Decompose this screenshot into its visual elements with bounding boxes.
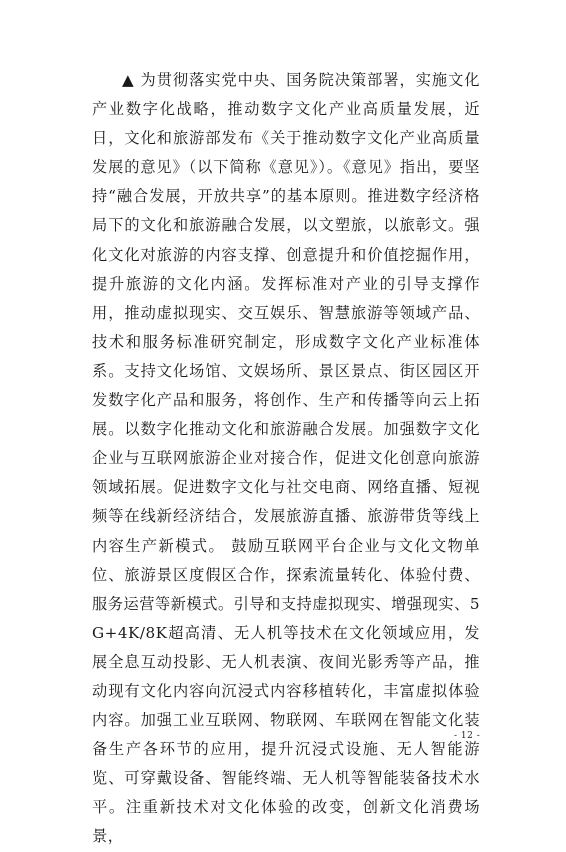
- page-number: - 12 -: [454, 731, 481, 741]
- body-paragraph: ▲ 为贯彻落实党中央、国务院决策部署，实施文化产业数字化战略，推动数字文化产业高质量发展，近日，文化和旅游部发布《关于推动数字文化产业高质量发展的意见》（以下简称《意见》）。《意见》指出，要坚持“融合发展，开放共享”的基本原则。推进数字经济格局下的文化和旅游融合发展，以文塑旅，以旅彰文。强化文化对旅游的内容支撑、创意提升和价值挖掘作用，提升旅游的文化内涵。发挥标准对产业的引导支撑作用，推动虚拟现实、交互娱乐、智慧旅游等领域产品、技术和服务标准研究制定，形成数字文化产业标准体系。支持文化场馆、文娱场所、景区景点、街区园区开发数字化产品和服务，将创作、生产和传播等向云上拓展。以数字化推动文化和旅游融合发展。加强数字文化企业与互联网旅游企业对接合作，促进文化创意向旅游领域拓展。促进数字文化与社交电商、网络直播、短视频等在线新经济结合，发展旅游直播、旅游带货等线上内容生产新模式。 鼓励互联网平台企业与文化文物单位、旅游景区度假区合作，探索流量转化、体验付费、服务运营等新模式。引导和支持虚拟现实、增强现实、5G+4K/8K超高清、无人机等技术在文化领域应用，发展全息互动投影、无人机表演、夜间光影秀等产品，推动现有文化内容向沉浸式内容移植转化，丰富虚拟体验内容。加强工业互联网、物联网、车联网在智能文化装备生产各环节的应用，提升沉浸式设施、无人智能游览、可穿戴设备、智能终端、无人机等智能装备技术水平。注重新技术对文化体验的改变，创新文化消费场景，: [92, 71, 480, 846]
